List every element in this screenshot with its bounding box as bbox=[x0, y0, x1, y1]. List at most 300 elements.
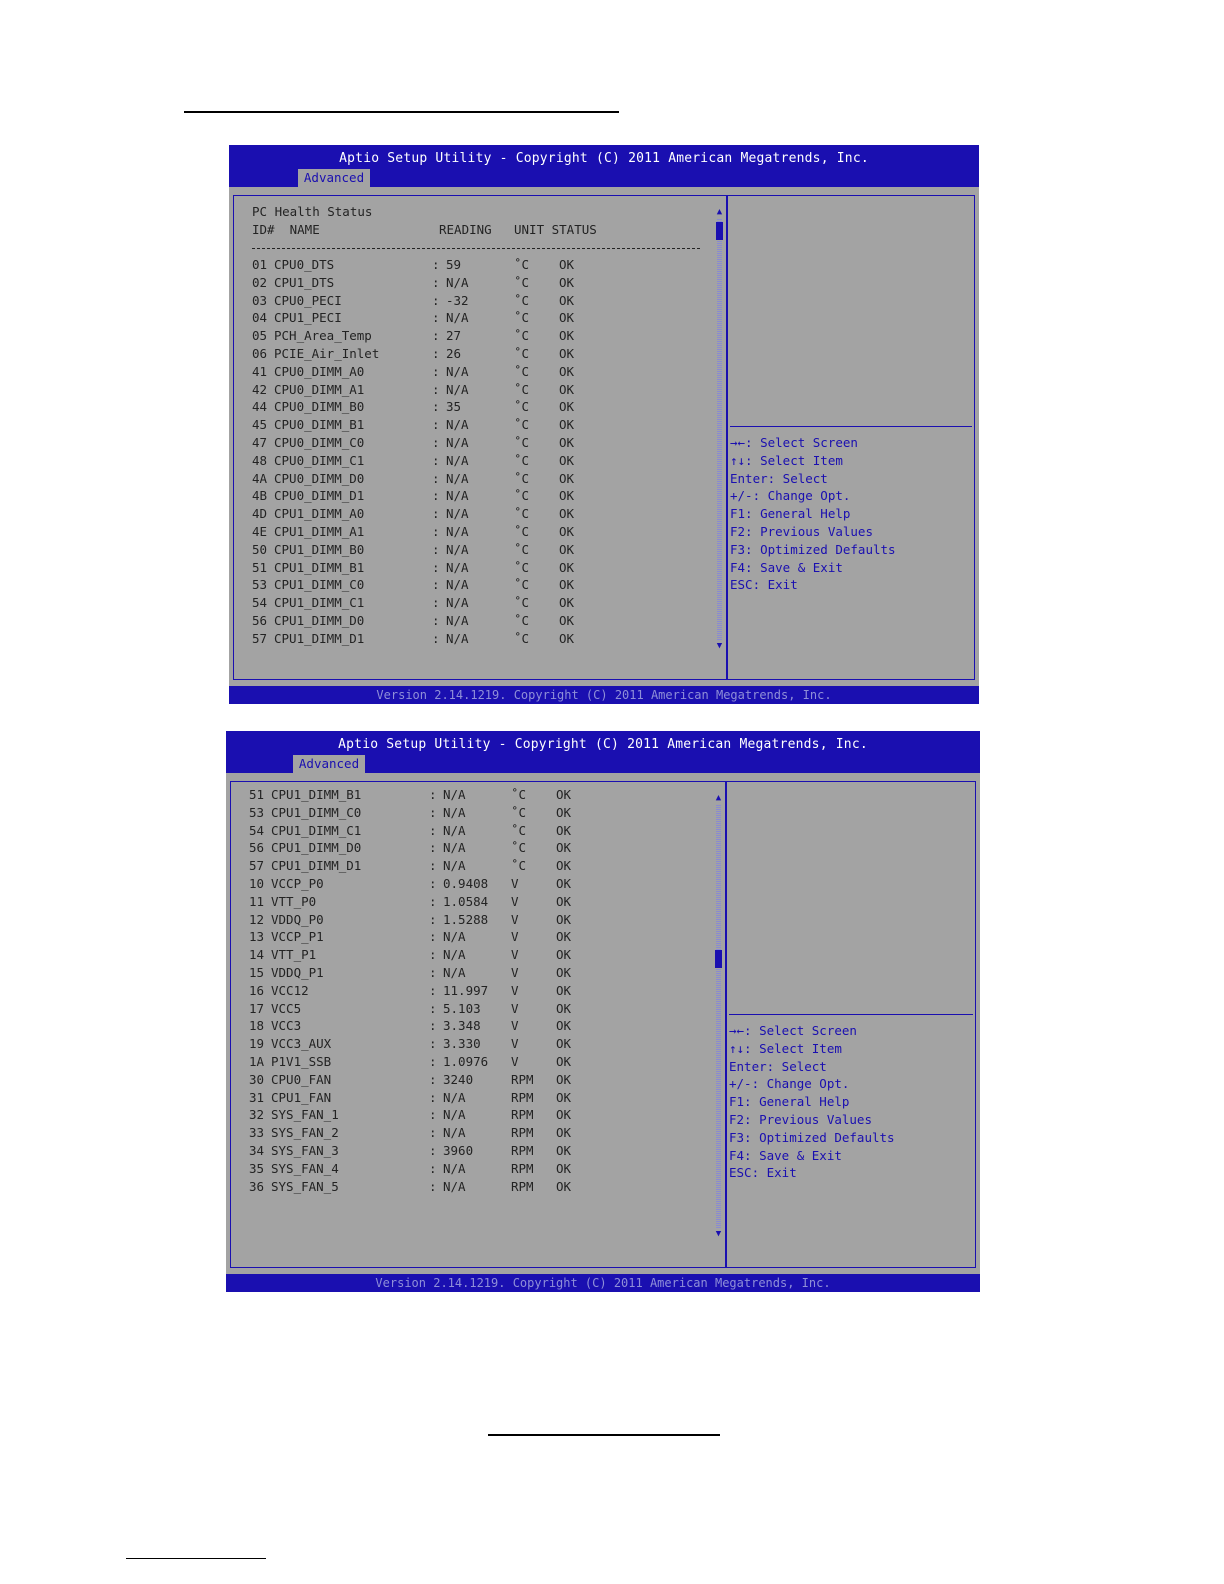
sensor-status: OK bbox=[559, 381, 575, 397]
sensor-unit: RPM bbox=[511, 1089, 534, 1105]
sensor-row[interactable] bbox=[231, 875, 701, 893]
bottom-center-rule bbox=[488, 1434, 720, 1436]
sensor-reading: N/A bbox=[443, 858, 466, 874]
sensor-name: PCIE_Air_Inlet bbox=[274, 346, 380, 361]
sensor-colon: : bbox=[432, 328, 440, 344]
sensor-row[interactable] bbox=[234, 292, 704, 310]
sensor-unit: V bbox=[511, 947, 519, 963]
sensor-colon: : bbox=[432, 488, 440, 504]
sensor-status: OK bbox=[556, 1071, 572, 1087]
key-help-item: F1: General Help bbox=[730, 506, 851, 522]
sensor-reading: N/A bbox=[446, 541, 469, 557]
sensor-status: OK bbox=[556, 965, 572, 980]
sensor-name: CPU0_DIMM_C0 bbox=[274, 435, 365, 450]
sensor-id: 44 bbox=[252, 399, 268, 415]
sensor-status: OK bbox=[559, 541, 575, 557]
sensor-row[interactable] bbox=[231, 1053, 701, 1071]
sensor-colon: : bbox=[429, 893, 437, 909]
sensor-status: OK bbox=[556, 947, 572, 963]
sensor-name: CPU0_DIMM_D1 bbox=[274, 488, 365, 504]
sensor-reading: N/A bbox=[443, 1125, 466, 1141]
sensor-reading: 11.997 bbox=[443, 982, 489, 998]
sensor-row[interactable] bbox=[234, 594, 704, 612]
sensor-reading: 59 bbox=[446, 257, 462, 272]
sensor-unit: V bbox=[511, 982, 519, 998]
sensor-status: OK bbox=[559, 346, 575, 361]
sensor-reading: N/A bbox=[446, 417, 469, 433]
sensor-row[interactable] bbox=[234, 452, 704, 470]
sensor-id: 12 bbox=[249, 911, 265, 927]
sensor-reading: N/A bbox=[446, 506, 469, 522]
sensor-id: 45 bbox=[252, 417, 268, 433]
sensor-row[interactable] bbox=[234, 576, 704, 594]
sensor-name: SYS_FAN_4 bbox=[271, 1160, 339, 1176]
sensor-reading: N/A bbox=[443, 1160, 466, 1176]
sensor-row[interactable] bbox=[234, 630, 704, 648]
sensor-status: OK bbox=[559, 257, 575, 272]
scrollbar[interactable] bbox=[716, 208, 723, 651]
sensor-id: 4D bbox=[252, 506, 268, 522]
sensor-reading: N/A bbox=[443, 1107, 466, 1123]
key-help-item: +/-: Change Opt. bbox=[729, 1076, 850, 1092]
scroll-up-icon[interactable]: ▲ bbox=[715, 793, 722, 803]
column-header-id-name: ID# NAME bbox=[252, 222, 320, 237]
sensor-status: OK bbox=[559, 417, 575, 433]
sensor-unit: V bbox=[511, 911, 519, 927]
key-help-item: F1: General Help bbox=[729, 1094, 850, 1110]
sensor-row[interactable] bbox=[231, 786, 701, 804]
sensor-row[interactable] bbox=[231, 1035, 701, 1053]
sensor-colon: : bbox=[432, 452, 440, 468]
key-help-list bbox=[729, 1022, 895, 1182]
sensor-colon: : bbox=[429, 876, 437, 891]
sensor-id: 50 bbox=[252, 541, 268, 557]
sensor-id: 53 bbox=[252, 577, 268, 593]
sensor-reading: N/A bbox=[443, 840, 466, 856]
sensor-id: 51 bbox=[252, 559, 268, 575]
sensor-row[interactable] bbox=[234, 256, 704, 274]
sensor-status: OK bbox=[559, 399, 575, 415]
sensor-colon: : bbox=[429, 911, 437, 927]
key-help-item: F4: Save & Exit bbox=[729, 1147, 842, 1163]
sensor-row[interactable] bbox=[231, 804, 701, 822]
sensor-row[interactable] bbox=[234, 559, 704, 577]
sensor-row[interactable] bbox=[231, 857, 701, 875]
sensor-unit: V bbox=[511, 893, 519, 909]
sensor-colon: : bbox=[432, 470, 440, 486]
sensor-row[interactable] bbox=[234, 416, 704, 434]
sensor-row[interactable] bbox=[231, 1000, 701, 1018]
key-help-item: +/-: Change Opt. bbox=[730, 488, 851, 504]
sensor-reading: N/A bbox=[446, 613, 469, 628]
sensor-name: CPU0_DIMM_B1 bbox=[274, 417, 365, 433]
sensor-name: CPU1_PECI bbox=[274, 310, 342, 326]
sensor-name: CPU1_DIMM_A0 bbox=[274, 506, 365, 522]
sensor-name: CPU1_DIMM_C1 bbox=[271, 822, 362, 838]
sensor-status: OK bbox=[559, 488, 575, 504]
sensor-status: OK bbox=[556, 822, 572, 838]
sensor-colon: : bbox=[432, 274, 440, 290]
sensor-id: 4B bbox=[252, 488, 268, 504]
sensor-status: OK bbox=[556, 1000, 572, 1016]
sensor-row[interactable] bbox=[234, 434, 704, 452]
sensor-row[interactable] bbox=[234, 505, 704, 523]
sensor-row[interactable] bbox=[234, 274, 704, 292]
sensor-id: 13 bbox=[249, 929, 265, 945]
sensor-colon: : bbox=[432, 577, 440, 593]
sensor-row[interactable] bbox=[234, 523, 704, 541]
sensor-status: OK bbox=[559, 595, 575, 611]
sensor-unit: ˚C bbox=[514, 381, 530, 397]
sensor-unit: V bbox=[511, 876, 519, 891]
sensor-row[interactable] bbox=[231, 1124, 701, 1142]
sensor-colon: : bbox=[429, 840, 437, 856]
help-divider bbox=[730, 426, 972, 427]
sensor-id: 54 bbox=[252, 595, 268, 611]
bios-screen-2 bbox=[226, 731, 980, 1292]
help-divider bbox=[729, 1014, 973, 1015]
sensor-colon: : bbox=[429, 1054, 437, 1069]
sensor-name: CPU1_DIMM_C1 bbox=[274, 595, 365, 611]
sensor-status: OK bbox=[559, 630, 575, 646]
sensor-colon: : bbox=[432, 346, 440, 361]
sensor-status: OK bbox=[559, 470, 575, 486]
sensor-name: CPU0_FAN bbox=[271, 1071, 332, 1087]
sensor-id: 4E bbox=[252, 524, 268, 539]
sensor-name: VTT_P0 bbox=[271, 893, 317, 909]
sensor-reading: 1.0584 bbox=[443, 893, 489, 909]
sensor-colon: : bbox=[429, 947, 437, 963]
sensor-reading: N/A bbox=[443, 787, 466, 802]
sensor-id: 34 bbox=[249, 1143, 265, 1158]
sensor-unit: ˚C bbox=[514, 470, 530, 486]
sensor-name: CPU0_DIMM_A1 bbox=[274, 381, 365, 397]
sensor-row[interactable] bbox=[231, 1017, 701, 1035]
sensor-reading: 1.0976 bbox=[443, 1054, 489, 1069]
bios-title: Aptio Setup Utility - Copyright (C) 2011 American Megatrends, Inc. bbox=[338, 737, 868, 752]
sensor-reading: N/A bbox=[446, 488, 469, 504]
sensor-colon: : bbox=[429, 804, 437, 820]
sensor-colon: : bbox=[432, 292, 440, 308]
sensor-row[interactable] bbox=[234, 345, 704, 363]
sensor-reading: 3960 bbox=[443, 1143, 474, 1158]
sensor-colon: : bbox=[429, 1178, 437, 1194]
sensor-colon: : bbox=[432, 541, 440, 557]
tab-advanced[interactable]: Advanced bbox=[293, 755, 365, 773]
sensor-row[interactable] bbox=[234, 309, 704, 327]
sensor-status: OK bbox=[556, 929, 572, 945]
sensor-id: 11 bbox=[249, 893, 265, 909]
column-header-unit-status: UNIT STATUS bbox=[514, 222, 597, 237]
sensor-status: OK bbox=[556, 1125, 572, 1141]
sensor-name: CPU0_DIMM_D0 bbox=[274, 470, 365, 486]
scroll-thumb[interactable] bbox=[716, 222, 723, 240]
sensor-unit: ˚C bbox=[511, 840, 527, 856]
sensor-colon: : bbox=[429, 1089, 437, 1105]
sensor-status: OK bbox=[556, 982, 572, 998]
sensor-unit: V bbox=[511, 1018, 519, 1034]
sensor-id: 10 bbox=[249, 876, 265, 891]
sensor-row[interactable] bbox=[231, 982, 701, 1000]
key-help-item: ↑↓: Select Item bbox=[730, 452, 843, 468]
sensor-colon: : bbox=[432, 613, 440, 628]
sensor-unit: ˚C bbox=[511, 804, 527, 820]
sensor-colon: : bbox=[429, 858, 437, 874]
sensor-id: 16 bbox=[249, 982, 265, 998]
sensor-name: P1V1_SSB bbox=[271, 1054, 332, 1069]
scroll-down-icon[interactable]: ▼ bbox=[715, 1229, 722, 1239]
bios-screen-1 bbox=[229, 145, 979, 704]
sensor-name: SYS_FAN_2 bbox=[271, 1125, 339, 1141]
sensor-name: PCH_Area_Temp bbox=[274, 328, 372, 344]
sensor-id: 06 bbox=[252, 346, 268, 361]
sensor-colon: : bbox=[429, 822, 437, 838]
sensor-row[interactable] bbox=[231, 1106, 701, 1124]
sensor-unit: V bbox=[511, 929, 519, 945]
sensor-colon: : bbox=[432, 559, 440, 575]
sensor-name: VCCP_P1 bbox=[271, 929, 324, 945]
sensor-unit: ˚C bbox=[514, 328, 530, 344]
tab-advanced[interactable]: Advanced bbox=[298, 169, 370, 187]
sensor-status: OK bbox=[556, 840, 572, 856]
sensor-unit: ˚C bbox=[514, 363, 530, 379]
sensor-unit: RPM bbox=[511, 1160, 534, 1176]
sensor-status: OK bbox=[556, 1054, 572, 1069]
sensor-name: CPU1_DIMM_C0 bbox=[271, 804, 362, 820]
sensor-unit: RPM bbox=[511, 1107, 534, 1123]
sensor-status: OK bbox=[559, 524, 575, 539]
sensor-unit: ˚C bbox=[514, 310, 530, 326]
key-help-item: F3: Optimized Defaults bbox=[730, 541, 896, 557]
sensor-unit: ˚C bbox=[514, 257, 530, 272]
sensor-unit: RPM bbox=[511, 1178, 534, 1194]
sensor-id: 18 bbox=[249, 1018, 265, 1034]
sensor-name: CPU1_DTS bbox=[274, 274, 335, 290]
sensor-status: OK bbox=[559, 328, 575, 344]
sensor-id: 32 bbox=[249, 1107, 265, 1123]
sensor-unit: ˚C bbox=[514, 488, 530, 504]
sensor-reading: N/A bbox=[446, 381, 469, 397]
scroll-thumb[interactable] bbox=[715, 950, 722, 968]
scroll-down-icon[interactable]: ▼ bbox=[716, 641, 723, 651]
sensor-name: CPU0_DIMM_B0 bbox=[274, 399, 365, 415]
sensor-unit: ˚C bbox=[514, 506, 530, 522]
column-header-reading: READING bbox=[439, 222, 492, 237]
sensor-name: VCC12 bbox=[271, 982, 309, 998]
sensor-reading: N/A bbox=[443, 1089, 466, 1105]
sensor-reading: N/A bbox=[443, 947, 466, 963]
sensor-id: 42 bbox=[252, 381, 268, 397]
sensor-row[interactable] bbox=[231, 1178, 701, 1196]
sensor-id: 01 bbox=[252, 257, 268, 272]
sensor-status: OK bbox=[556, 804, 572, 820]
scrollbar[interactable] bbox=[715, 794, 722, 1239]
sensor-id: 36 bbox=[249, 1178, 265, 1194]
sensor-unit: ˚C bbox=[514, 346, 530, 361]
sensor-row[interactable] bbox=[234, 363, 704, 381]
sensor-name: CPU0_PECI bbox=[274, 292, 342, 308]
sensor-name: SYS_FAN_1 bbox=[271, 1107, 339, 1123]
sensor-status: OK bbox=[559, 452, 575, 468]
sensor-status: OK bbox=[559, 559, 575, 575]
sensor-row[interactable] bbox=[234, 541, 704, 559]
sensor-name: CPU1_DIMM_D1 bbox=[271, 858, 362, 874]
sensor-row[interactable] bbox=[234, 487, 704, 505]
bios-body bbox=[226, 773, 980, 1274]
sensor-name: CPU1_DIMM_D0 bbox=[271, 840, 362, 856]
sensor-status: OK bbox=[559, 613, 575, 628]
sensor-status: OK bbox=[556, 1143, 572, 1158]
sensor-row[interactable] bbox=[231, 1142, 701, 1160]
sensor-unit: ˚C bbox=[514, 541, 530, 557]
sensor-reading: N/A bbox=[446, 577, 469, 593]
sensor-reading: N/A bbox=[446, 470, 469, 486]
sensor-id: 17 bbox=[249, 1000, 265, 1016]
key-help-item: →←: Select Screen bbox=[730, 435, 858, 450]
sensor-name: CPU1_DIMM_B1 bbox=[271, 787, 362, 802]
sensor-status: OK bbox=[559, 435, 575, 450]
sensor-status: OK bbox=[559, 274, 575, 290]
sensor-row[interactable] bbox=[234, 612, 704, 630]
top-rule bbox=[184, 111, 619, 113]
sensor-status: OK bbox=[556, 1018, 572, 1034]
sensor-name: CPU0_DTS bbox=[274, 257, 335, 272]
key-help-item: Enter: Select bbox=[730, 470, 828, 486]
sensor-status: OK bbox=[559, 310, 575, 326]
sensor-unit: V bbox=[511, 965, 519, 980]
bios-title: Aptio Setup Utility - Copyright (C) 2011 American Megatrends, Inc. bbox=[339, 151, 869, 166]
sensor-colon: : bbox=[432, 506, 440, 522]
sensor-id: 1A bbox=[249, 1054, 265, 1069]
sensor-row[interactable] bbox=[234, 327, 704, 345]
bios-footer: Version 2.14.1219. Copyright (C) 2011 American Megatrends, Inc. bbox=[375, 1276, 831, 1290]
sensor-id: 51 bbox=[249, 787, 265, 802]
sensor-unit: ˚C bbox=[511, 858, 527, 874]
sensor-unit: ˚C bbox=[514, 274, 530, 290]
sensor-status: OK bbox=[556, 858, 572, 874]
sensor-row[interactable] bbox=[231, 1160, 701, 1178]
sensor-row[interactable] bbox=[231, 1089, 701, 1107]
sensor-status: OK bbox=[556, 911, 572, 927]
key-help-list bbox=[730, 434, 896, 594]
sensor-unit: ˚C bbox=[514, 613, 530, 628]
sensor-id: 4A bbox=[252, 470, 268, 486]
sensor-id: 54 bbox=[249, 822, 265, 838]
sensor-unit: RPM bbox=[511, 1071, 534, 1087]
sensor-id: 57 bbox=[249, 858, 265, 874]
scroll-track[interactable] bbox=[717, 219, 722, 640]
sensor-status: OK bbox=[559, 506, 575, 522]
sensor-unit: V bbox=[511, 1000, 519, 1016]
sensor-reading: 3240 bbox=[443, 1071, 474, 1087]
sensor-status: OK bbox=[556, 876, 572, 891]
sensor-row[interactable] bbox=[231, 911, 701, 929]
sensor-list-pane bbox=[230, 781, 726, 1268]
sensor-name: SYS_FAN_5 bbox=[271, 1178, 339, 1194]
sensor-name: SYS_FAN_3 bbox=[271, 1143, 339, 1158]
sensor-id: 35 bbox=[249, 1160, 265, 1176]
sensor-colon: : bbox=[429, 1000, 437, 1016]
sensor-row[interactable] bbox=[234, 470, 704, 488]
sensor-reading: N/A bbox=[446, 630, 469, 646]
sensor-name: CPU1_DIMM_A1 bbox=[274, 524, 365, 539]
sensor-id: 05 bbox=[252, 328, 268, 344]
sensor-colon: : bbox=[429, 1018, 437, 1034]
key-help-item: Enter: Select bbox=[729, 1058, 827, 1074]
sensor-name: CPU1_DIMM_D1 bbox=[274, 630, 365, 646]
sensor-name: VTT_P1 bbox=[271, 947, 317, 963]
sensor-reading: N/A bbox=[446, 524, 469, 539]
sensor-name: VDDQ_P1 bbox=[271, 965, 324, 980]
sensor-row[interactable] bbox=[231, 946, 701, 964]
section-title: PC Health Status bbox=[252, 204, 373, 219]
sensor-name: VCC3_AUX bbox=[271, 1036, 332, 1052]
help-pane bbox=[726, 781, 976, 1268]
sensor-reading: 5.103 bbox=[443, 1000, 481, 1016]
sensor-row[interactable] bbox=[231, 928, 701, 946]
sensor-row[interactable] bbox=[231, 893, 701, 911]
sensor-id: 02 bbox=[252, 274, 268, 290]
sensor-id: 04 bbox=[252, 310, 268, 326]
sensor-reading: 35 bbox=[446, 399, 462, 415]
sensor-id: 56 bbox=[252, 613, 268, 628]
sensor-name: VCC5 bbox=[271, 1000, 302, 1016]
key-help-item: F3: Optimized Defaults bbox=[729, 1129, 895, 1145]
sensor-id: 19 bbox=[249, 1036, 265, 1052]
sensor-name: CPU1_DIMM_D0 bbox=[274, 613, 365, 628]
sensor-id: 33 bbox=[249, 1125, 265, 1141]
sensor-unit: ˚C bbox=[511, 822, 527, 838]
sensor-colon: : bbox=[429, 1125, 437, 1141]
sensor-unit: ˚C bbox=[514, 524, 530, 539]
sensor-unit: ˚C bbox=[514, 559, 530, 575]
scroll-track[interactable] bbox=[716, 805, 721, 1228]
key-help-item: F2: Previous Values bbox=[729, 1111, 872, 1127]
sensor-unit: RPM bbox=[511, 1125, 534, 1141]
sensor-reading: N/A bbox=[443, 965, 466, 980]
sensor-status: OK bbox=[559, 292, 575, 308]
sensor-unit: ˚C bbox=[514, 399, 530, 415]
sensor-unit: ˚C bbox=[514, 417, 530, 433]
key-help-item: ↑↓: Select Item bbox=[729, 1040, 842, 1056]
sensor-unit: ˚C bbox=[514, 595, 530, 611]
sensor-reading: N/A bbox=[446, 559, 469, 575]
sensor-row[interactable] bbox=[234, 398, 704, 416]
sensor-colon: : bbox=[432, 363, 440, 379]
sensor-id: 56 bbox=[249, 840, 265, 856]
sensor-row[interactable] bbox=[231, 964, 701, 982]
sensor-status: OK bbox=[559, 577, 575, 593]
sensor-colon: : bbox=[432, 435, 440, 450]
sensor-row[interactable] bbox=[234, 381, 704, 399]
sensor-row[interactable] bbox=[231, 1071, 701, 1089]
sensor-unit: ˚C bbox=[514, 630, 530, 646]
sensor-status: OK bbox=[556, 1089, 572, 1105]
sensor-row[interactable] bbox=[231, 839, 701, 857]
scroll-up-icon[interactable]: ▲ bbox=[716, 207, 723, 217]
sensor-id: 14 bbox=[249, 947, 265, 963]
sensor-colon: : bbox=[429, 1071, 437, 1087]
sensor-colon: : bbox=[432, 417, 440, 433]
sensor-id: 57 bbox=[252, 630, 268, 646]
sensor-status: OK bbox=[556, 1036, 572, 1052]
sensor-reading: N/A bbox=[446, 435, 469, 450]
sensor-id: 03 bbox=[252, 292, 268, 308]
sensor-name: CPU0_DIMM_A0 bbox=[274, 363, 365, 379]
sensor-row[interactable] bbox=[231, 822, 701, 840]
sensor-colon: : bbox=[429, 965, 437, 980]
sensor-colon: : bbox=[429, 1107, 437, 1123]
